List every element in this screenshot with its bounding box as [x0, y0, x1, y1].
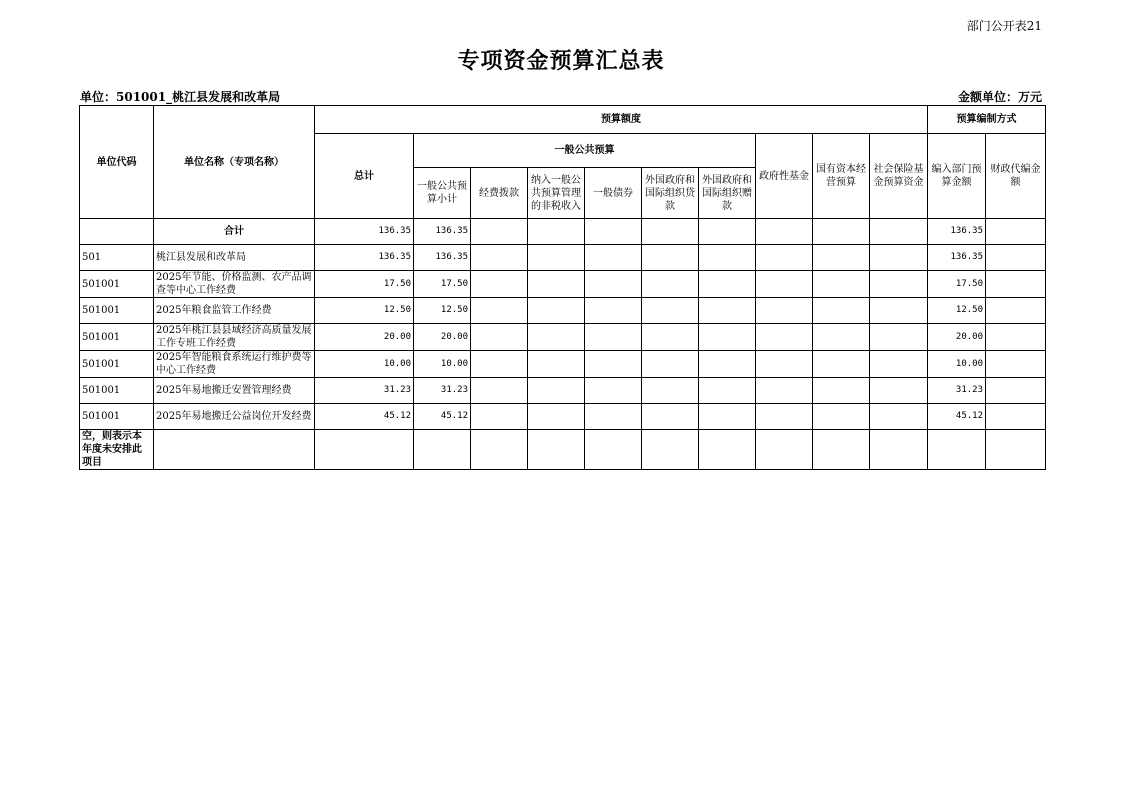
cell-bonds — [585, 219, 642, 245]
table-row — [80, 271, 1046, 298]
cell-bonds — [585, 324, 642, 351]
cell-grants — [699, 351, 756, 378]
cell-code: 501001 — [80, 404, 154, 430]
cell-statecap — [813, 219, 870, 245]
cell-funding — [471, 351, 528, 378]
cell-statecap — [813, 404, 870, 430]
cell-dept: 17.50 — [928, 271, 986, 298]
cell-funding — [471, 404, 528, 430]
cell-nontax — [528, 219, 585, 245]
cell-grants — [699, 404, 756, 430]
cell-govfund — [756, 430, 813, 470]
cell-fiscal — [986, 219, 1046, 245]
header-general-public: 一般公共预算 — [414, 134, 756, 168]
cell-social — [870, 351, 928, 378]
cell-nontax — [528, 324, 585, 351]
cell-fiscal — [986, 298, 1046, 324]
cell-funding — [471, 324, 528, 351]
header-budget-amount: 预算额度 — [315, 106, 928, 134]
cell-funding — [471, 219, 528, 245]
budget-table — [79, 105, 1046, 470]
cell-nontax — [528, 351, 585, 378]
cell-name: 桃江县发展和改革局 — [154, 245, 315, 271]
header-fiscal-compile: 财政代编金额 — [986, 134, 1046, 219]
cell-grants — [699, 378, 756, 404]
cell-gp-subtotal: 10.00 — [414, 351, 471, 378]
cell-grants — [699, 430, 756, 470]
cell-nontax — [528, 404, 585, 430]
cell-funding — [471, 298, 528, 324]
cell-nontax — [528, 271, 585, 298]
cell-nontax — [528, 298, 585, 324]
cell-loans — [642, 404, 699, 430]
cell-loans — [642, 324, 699, 351]
cell-govfund — [756, 219, 813, 245]
cell-loans — [642, 298, 699, 324]
cell-gp-subtotal: 136.35 — [414, 245, 471, 271]
amount-unit-label: 金额单位：万元 — [957, 90, 1042, 104]
cell-loans — [642, 245, 699, 271]
cell-nontax — [528, 430, 585, 470]
cell-funding — [471, 430, 528, 470]
cell-social — [870, 324, 928, 351]
cell-gp-subtotal: 12.50 — [414, 298, 471, 324]
cell-funding — [471, 271, 528, 298]
header-total: 总计 — [315, 134, 414, 219]
form-number: 部门公开表21 — [966, 19, 1042, 33]
cell-fiscal — [986, 271, 1046, 298]
unit-label: 单位：501001_桃江县发展和改革局 — [80, 90, 281, 104]
header-gp-subtotal: 一般公共预算小计 — [414, 168, 471, 219]
cell-grants — [699, 219, 756, 245]
cell-total: 12.50 — [315, 298, 414, 324]
cell-name: 2025年桃江县县域经济高质量发展工作专班工作经费 — [154, 324, 315, 351]
cell-social — [870, 245, 928, 271]
cell-loans — [642, 430, 699, 470]
header-name: 单位名称（专项名称） — [154, 106, 315, 219]
cell-total: 20.00 — [315, 324, 414, 351]
header-code: 单位代码 — [80, 106, 154, 219]
cell-name — [154, 430, 315, 470]
cell-bonds — [585, 245, 642, 271]
cell-code: 501001 — [80, 298, 154, 324]
cell-total: 10.00 — [315, 351, 414, 378]
table-row — [80, 351, 1046, 378]
cell-dept: 45.12 — [928, 404, 986, 430]
cell-bonds — [585, 298, 642, 324]
cell-fiscal — [986, 430, 1046, 470]
cell-code: 501 — [80, 245, 154, 271]
cell-name: 合计 — [154, 219, 315, 245]
cell-social — [870, 298, 928, 324]
cell-loans — [642, 219, 699, 245]
table-row — [80, 324, 1046, 351]
cell-gp-subtotal: 45.12 — [414, 404, 471, 430]
cell-total: 45.12 — [315, 404, 414, 430]
cell-statecap — [813, 245, 870, 271]
header-general-bonds: 一般债券 — [585, 168, 642, 219]
cell-code: 空，则表示本年度未安排此项目 — [80, 430, 154, 470]
cell-code: 501001 — [80, 351, 154, 378]
cell-total: 136.35 — [315, 245, 414, 271]
cell-total — [315, 430, 414, 470]
cell-grants — [699, 245, 756, 271]
cell-fiscal — [986, 324, 1046, 351]
cell-govfund — [756, 404, 813, 430]
page-title: 专项资金预算汇总表 — [457, 48, 665, 74]
cell-nontax — [528, 245, 585, 271]
cell-statecap — [813, 351, 870, 378]
cell-statecap — [813, 324, 870, 351]
cell-govfund — [756, 378, 813, 404]
header-foreign-grants: 外国政府和国际组织赠款 — [699, 168, 756, 219]
cell-grants — [699, 298, 756, 324]
header-non-tax-income: 纳入一般公共预算管理的非税收入 — [528, 168, 585, 219]
cell-govfund — [756, 351, 813, 378]
cell-dept — [928, 430, 986, 470]
table-row — [80, 245, 1046, 271]
cell-govfund — [756, 298, 813, 324]
cell-govfund — [756, 245, 813, 271]
cell-govfund — [756, 324, 813, 351]
cell-fiscal — [986, 245, 1046, 271]
cell-fiscal — [986, 404, 1046, 430]
cell-name: 2025年智能粮食系统运行维护费等中心工作经费 — [154, 351, 315, 378]
header-foreign-loans: 外国政府和国际组织贷款 — [642, 168, 699, 219]
cell-dept: 10.00 — [928, 351, 986, 378]
cell-dept: 12.50 — [928, 298, 986, 324]
cell-bonds — [585, 404, 642, 430]
cell-gp-subtotal: 31.23 — [414, 378, 471, 404]
cell-bonds — [585, 378, 642, 404]
header-dept-budget: 编入部门预算金额 — [928, 134, 986, 219]
cell-statecap — [813, 271, 870, 298]
cell-social — [870, 271, 928, 298]
cell-grants — [699, 271, 756, 298]
cell-fiscal — [986, 351, 1046, 378]
cell-name: 2025年易地搬迁公益岗位开发经费 — [154, 404, 315, 430]
table-row — [80, 404, 1046, 430]
cell-statecap — [813, 298, 870, 324]
cell-total: 31.23 — [315, 378, 414, 404]
table-body — [80, 219, 1046, 470]
cell-social — [870, 430, 928, 470]
cell-gp-subtotal: 136.35 — [414, 219, 471, 245]
cell-name: 2025年易地搬迁安置管理经费 — [154, 378, 315, 404]
cell-loans — [642, 351, 699, 378]
table-row — [80, 219, 1046, 245]
header-compilation: 预算编制方式 — [928, 106, 1046, 134]
cell-code: 501001 — [80, 271, 154, 298]
cell-gp-subtotal: 20.00 — [414, 324, 471, 351]
cell-gp-subtotal: 17.50 — [414, 271, 471, 298]
cell-code — [80, 219, 154, 245]
cell-bonds — [585, 430, 642, 470]
cell-dept: 20.00 — [928, 324, 986, 351]
table-header — [80, 106, 1046, 219]
cell-social — [870, 378, 928, 404]
cell-dept: 31.23 — [928, 378, 986, 404]
cell-bonds — [585, 351, 642, 378]
cell-loans — [642, 271, 699, 298]
cell-gp-subtotal — [414, 430, 471, 470]
cell-dept: 136.35 — [928, 245, 986, 271]
cell-nontax — [528, 378, 585, 404]
cell-fiscal — [986, 378, 1046, 404]
cell-social — [870, 219, 928, 245]
cell-total: 136.35 — [315, 219, 414, 245]
cell-grants — [699, 324, 756, 351]
header-funding-allocation: 经费拨款 — [471, 168, 528, 219]
cell-loans — [642, 378, 699, 404]
cell-statecap — [813, 430, 870, 470]
header-social-insurance: 社会保险基金预算资金 — [870, 134, 928, 219]
cell-code: 501001 — [80, 378, 154, 404]
cell-code: 501001 — [80, 324, 154, 351]
cell-bonds — [585, 271, 642, 298]
cell-funding — [471, 378, 528, 404]
table-row — [80, 430, 1046, 470]
header-state-capital: 国有资本经营预算 — [813, 134, 870, 219]
cell-dept: 136.35 — [928, 219, 986, 245]
cell-govfund — [756, 271, 813, 298]
table-row — [80, 378, 1046, 404]
cell-social — [870, 404, 928, 430]
table-row — [80, 298, 1046, 324]
cell-name: 2025年粮食监管工作经费 — [154, 298, 315, 324]
cell-funding — [471, 245, 528, 271]
cell-total: 17.50 — [315, 271, 414, 298]
cell-name: 2025年节能、价格监测、农产品调查等中心工作经费 — [154, 271, 315, 298]
cell-statecap — [813, 378, 870, 404]
header-gov-fund: 政府性基金 — [756, 134, 813, 219]
